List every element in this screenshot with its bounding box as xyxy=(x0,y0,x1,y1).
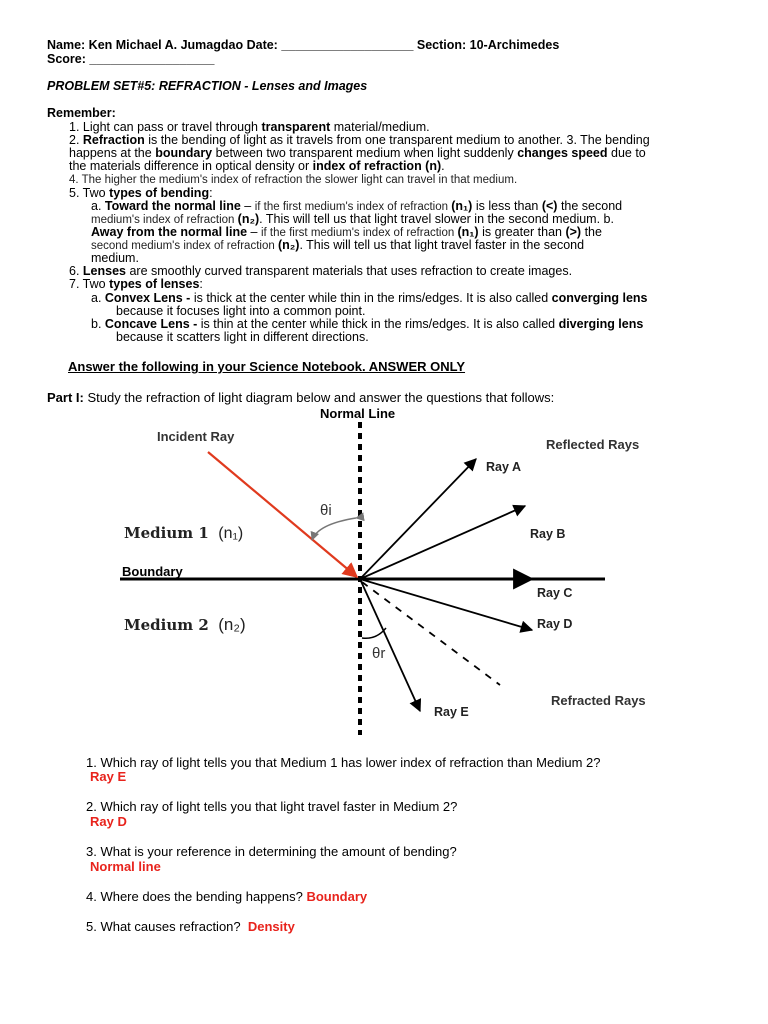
question-5: 5. What causes refraction? Density xyxy=(86,919,295,934)
remember-item-7b: b. Concave Lens - is thin at the center while thick in the rims/edges. It is also called diverging lens xyxy=(91,317,644,331)
remember-item-5b-cont: second medium's index of refraction (n₂). This will tell us that light travel faster in the second xyxy=(91,238,585,252)
part1-prompt: Part I: Study the refraction of light diagram below and answer the questions that follows: xyxy=(47,390,555,405)
incident-ray-label: Incident Ray xyxy=(157,429,235,444)
question-1: 1. Which ray of light tells you that Medium 1 has lower index of refraction than Medium 2? xyxy=(86,755,601,770)
remember-item-5b: Away from the normal line – if the first medium's index of refraction (n₁) is greater than (>) the xyxy=(91,225,602,239)
page-title: PROBLEM SET#5: REFRACTION - Lenses and Images xyxy=(47,79,368,93)
remember-item-7a: a. Convex Lens - is thick at the center while thin in the rims/edges. It is also called converging lens xyxy=(91,291,648,305)
remember-item-5a: a. Toward the normal line – if the first medium's index of refraction (n₁) is less than (<) the second xyxy=(91,199,623,213)
remember-item-7b-cont: because it scatters light in different directions. xyxy=(116,330,369,344)
dashed-ray xyxy=(362,582,500,685)
remember-item-7a-cont: because it focuses light into a common point. xyxy=(116,304,366,318)
theta-i-label: θi xyxy=(320,502,332,519)
normal-line-label: Normal Line xyxy=(320,406,396,421)
answer-2: Ray D xyxy=(90,814,127,829)
question-3: 3. What is your reference in determining the amount of bending? xyxy=(86,844,457,859)
ray-a-label: Ray A xyxy=(486,460,521,474)
ray-e-label: Ray E xyxy=(434,705,469,719)
remember-item-6: 6. Lenses are smoothly curved transparent materials that uses refraction to create images. xyxy=(69,264,573,278)
answer-1: Ray E xyxy=(90,769,127,784)
refraction-diagram xyxy=(0,400,768,750)
ray-b xyxy=(360,506,525,579)
medium2-label: Medium 2 (n₂) xyxy=(124,615,246,634)
ray-d-label: Ray D xyxy=(537,617,573,631)
ray-c-label: Ray C xyxy=(537,586,573,600)
remember-heading: Remember: xyxy=(47,106,116,120)
answer-3: Normal line xyxy=(90,859,161,874)
theta-i-arc xyxy=(312,518,356,540)
medium1-label: Medium 1 (n₁) xyxy=(124,524,244,542)
remember-item-7: 7. Two types of lenses: xyxy=(69,277,203,291)
remember-item-4: 4. The higher the medium's index of refraction the slower light can travel in that medium. xyxy=(69,174,518,186)
remember-item-2: 2. Refraction is the bending of light as it travels from one transparent medium to another. 3. The bending xyxy=(69,133,650,147)
remember-item-1: 1. Light can pass or travel through transparent material/medium. xyxy=(69,120,430,134)
theta-r-label: θr xyxy=(372,645,386,662)
question-2: 2. Which ray of light tells you that light travel faster in Medium 2? xyxy=(86,799,458,814)
question-4: 4. Where does the bending happens? Boundary xyxy=(86,889,368,904)
ray-b-label: Ray B xyxy=(530,527,566,541)
header-score-line: Score: __________________ xyxy=(47,52,215,66)
reflected-rays-label: Reflected Rays xyxy=(546,437,640,452)
ray-d xyxy=(360,579,532,630)
incident-ray xyxy=(208,452,357,577)
answer-5: Density xyxy=(247,919,295,934)
remember-item-5: 5. Two types of bending: xyxy=(69,186,213,200)
refracted-rays-label: Refracted Rays xyxy=(551,693,646,708)
boundary-label: Boundary xyxy=(122,564,183,579)
remember-item-5a-cont: medium's index of refraction (n₂). This will tell us that light travel slower in the second medium. b. xyxy=(91,212,614,226)
header-name-line: Name: Ken Michael A. Jumagdao Date: ___________________ Section: 10-Archimedes xyxy=(47,38,560,52)
ray-a xyxy=(360,459,476,579)
remember-item-5b-end: medium. xyxy=(91,251,139,265)
remember-item-3: happens at the boundary between two transparent medium when light suddenly changes speed due to xyxy=(69,146,646,160)
answer-4: Boundary xyxy=(306,889,368,904)
remember-item-3b: the materials difference in optical density or index of refraction (n). xyxy=(69,159,445,173)
ray-e xyxy=(360,579,420,711)
instruction: Answer the following in your Science Notebook. ANSWER ONLY xyxy=(68,359,466,374)
